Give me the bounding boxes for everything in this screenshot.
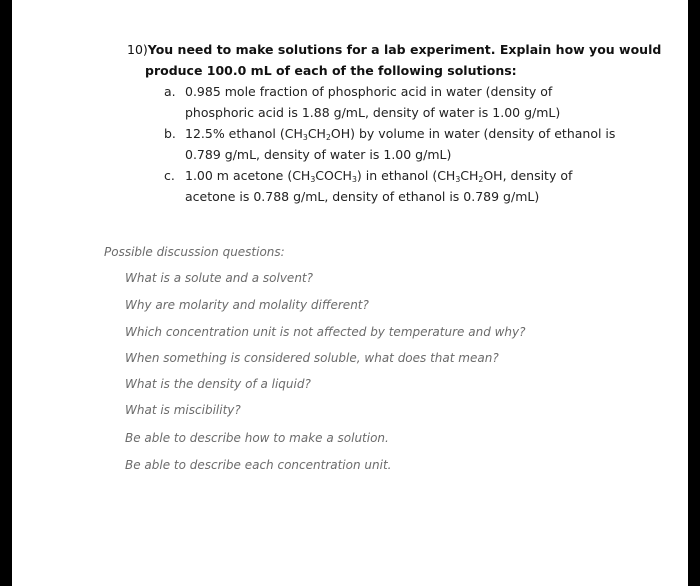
item-a-letter: a.: [164, 84, 176, 99]
item-b-line2: 0.789 g/mL, density of water is 1.00 g/mL): [185, 147, 452, 162]
discussion-question: What is a solute and a solvent?: [125, 271, 313, 285]
discussion-question: Be able to describe how to make a solution.: [125, 431, 389, 445]
question-number: 10): [127, 42, 148, 57]
question-heading: [127, 39, 661, 60]
discussion-question: What is miscibility?: [125, 403, 241, 417]
discussion-question: What is the density of a liquid?: [125, 377, 311, 391]
discussion-heading: Possible discussion questions:: [104, 245, 285, 259]
item-c-letter: c.: [164, 168, 175, 183]
question-text-line1: You need to make solutions for a lab experiment. Explain how you would: [147, 42, 662, 57]
item-b-letter: b.: [164, 126, 176, 141]
item-c-line2: acetone is 0.788 g/mL, density of ethanol is 0.789 g/mL): [185, 189, 540, 204]
discussion-question: Which concentration unit is not affected by temperature and why?: [125, 325, 526, 339]
document-page: [12, 0, 688, 586]
discussion-question: Be able to describe each concentration unit.: [125, 458, 392, 472]
discussion-question: When something is considered soluble, what does that mean?: [125, 351, 499, 365]
item-a-line1: 0.985 mole fraction of phosphoric acid in water (density of: [185, 84, 553, 99]
item-b-line1: 12.5% ethanol $(CH_3CH_2OH)$ by volume in water (density of ethanol is: [185, 126, 616, 142]
item-a-line2: phosphoric acid is 1.88 g/mL, density of water is 1.00 g/mL): [185, 105, 561, 120]
question-text-line2: produce 100.0 mL of each of the following solutions:: [145, 63, 517, 78]
item-c-line1: 1.00 m acetone $(CH_3COCH_3)$ in ethanol ($CH_3CH_2OH$, density of: [185, 168, 573, 184]
discussion-question: Why are molarity and molality different?: [125, 298, 369, 312]
